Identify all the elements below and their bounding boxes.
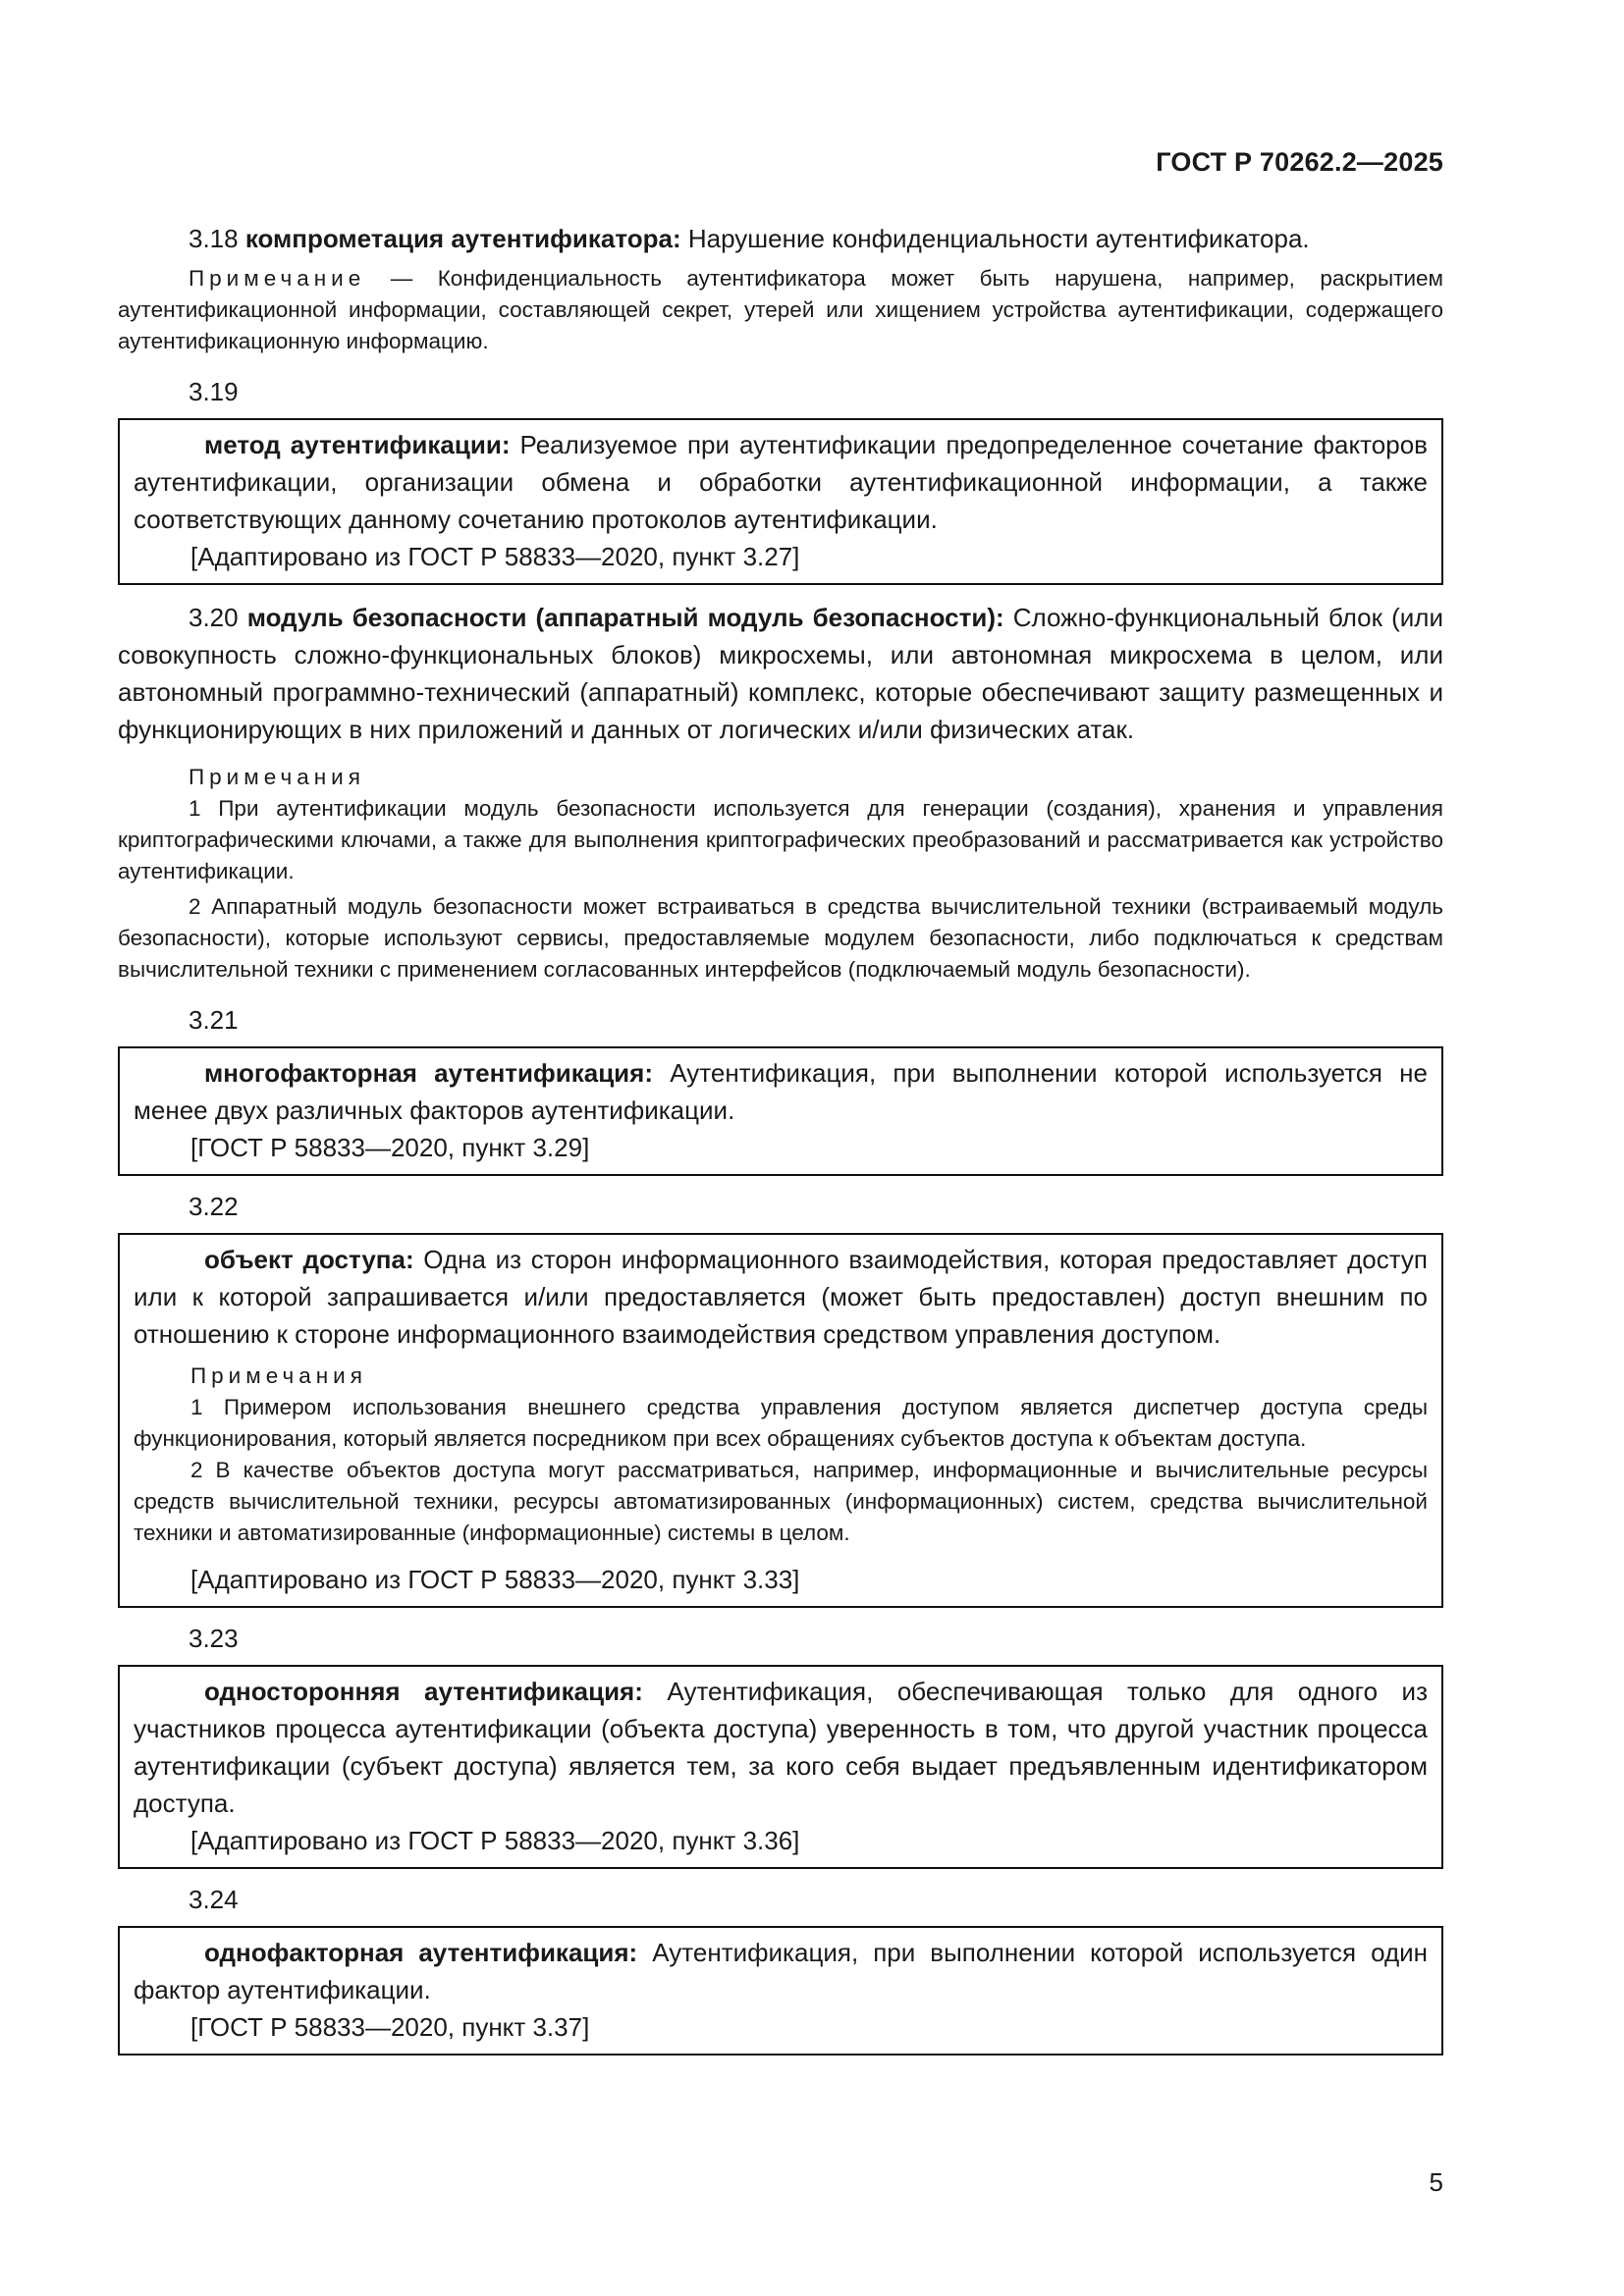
document-designation: ГОСТ Р 70262.2—2025 bbox=[1156, 147, 1443, 177]
term-definition: Нарушение конфиденциальности аутентификатора. bbox=[680, 224, 1310, 253]
term-source: [Адаптировано из ГОСТ Р 58833—2020, пункт 3.36] bbox=[190, 1826, 800, 1855]
term-source: [Адаптировано из ГОСТ Р 58833—2020, пункт 3.33] bbox=[190, 1565, 800, 1594]
page-content bbox=[118, 220, 1443, 2056]
term-definition: Аутентификация, при выполнении которой используется не менее двух различных факторов аутентификации. bbox=[134, 1058, 1429, 1125]
term-box-3-21 bbox=[118, 1046, 1443, 1176]
term-3-24 bbox=[134, 1934, 1428, 2008]
note-1-3-22: 1 Примером использования внешнего средства управления доступом является диспетчер доступа среды функционирования, который является посредником при всех обращениях субъектов доступа к объектам доступа. bbox=[134, 1395, 1428, 1451]
clause-number-3-22: 3.22 bbox=[189, 1192, 239, 1221]
clause-number-3-23: 3.23 bbox=[189, 1624, 239, 1653]
term-name: многофакторная аутентификация: bbox=[204, 1058, 653, 1088]
clause-number-3-24: 3.24 bbox=[189, 1885, 239, 1914]
term-name: односторонняя аутентификация: bbox=[204, 1677, 643, 1706]
note-text: — Конфиденциальность аутентификатора может быть нарушена, например, раскрытием аутентификационной информации, составляющей секрет, утерей или хищением устройства аутентификации, содержащего аутентификационную информацию. bbox=[118, 266, 1443, 353]
term-box-3-22 bbox=[118, 1233, 1443, 1608]
term-name: объект доступа: bbox=[204, 1245, 414, 1274]
term-box-3-19 bbox=[118, 418, 1443, 585]
clause-number: 3.18 bbox=[189, 224, 239, 253]
term-box-3-24 bbox=[118, 1926, 1443, 2056]
note-label: Примечание bbox=[189, 266, 366, 291]
term-3-21 bbox=[134, 1054, 1428, 1129]
term-name: модуль безопасности (аппаратный модуль безопасности): bbox=[246, 603, 1004, 632]
term-source: [ГОСТ Р 58833—2020, пункт 3.37] bbox=[190, 2012, 590, 2042]
notes-title-3-20: Примечания bbox=[189, 765, 365, 789]
term-definition: Одна из сторон информационного взаимодействия, которая предоставляет доступ или к которой запрашивается и/или предоставляется (может быть предоставлен) доступ внешним по отношению к стороне информационного взаимодействия средством управления доступом. bbox=[134, 1245, 1428, 1349]
term-name: компрометация аутентификатора: bbox=[244, 224, 681, 253]
clause-number-3-21: 3.21 bbox=[189, 1005, 239, 1035]
term-box-3-23 bbox=[118, 1665, 1443, 1869]
clause-number: 3.20 bbox=[189, 603, 239, 632]
notes-title-3-22: Примечания bbox=[190, 1363, 367, 1388]
clause-number-3-19: 3.19 bbox=[189, 377, 239, 406]
note-3-18 bbox=[118, 263, 1443, 357]
term-3-19 bbox=[134, 426, 1428, 538]
term-definition: Аутентификация, обеспечивающая только для одного из участников процесса аутентификации (объекта доступа) уверенность в том, что другой участник процесса аутентификации (субъект доступа) является тем, за кого себя выдает предъявленным идентификатором доступа. bbox=[134, 1677, 1429, 1818]
term-definition: Реализуемое при аутентификации предопределенное сочетание факторов аутентификации, организации обмена и обработки аутентификационной информации, а также соответствующих данному сочетанию протоколов аутентификации. bbox=[134, 430, 1428, 534]
note-2-3-22: 2 В качестве объектов доступа могут рассматриваться, например, информационные и вычислительные ресурсы средств вычислительной техники, ресурсы автоматизированных (информационных) систем, средства вычислительной техники и автоматизированные (информационные) системы в целом. bbox=[134, 1458, 1428, 1545]
term-3-23 bbox=[134, 1673, 1428, 1822]
term-source: [ГОСТ Р 58833—2020, пункт 3.29] bbox=[190, 1133, 590, 1162]
term-3-20 bbox=[118, 599, 1443, 748]
term-name: однофакторная аутентификация: bbox=[204, 1938, 638, 1967]
term-3-18 bbox=[118, 220, 1443, 257]
term-definition: Аутентификация, при выполнении которой используется один фактор аутентификации. bbox=[134, 1938, 1429, 2004]
note-2-3-20: 2 Аппаратный модуль безопасности может встраиваться в средства вычислительной техники (встраиваемый модуль безопасности), которые используют сервисы, предоставляемые модулем безопасности, либо подключаться к средствам вычислительной техники с применением согласованных интерфейсов (подключаемый модуль безопасности). bbox=[118, 894, 1443, 982]
term-definition: Сложно-функциональный блок (или совокупность сложно-функциональных блоков) микросхемы, или автономная микросхема в целом, или автономный программно-технический (аппаратный) комплекс, которые обеспечивают защиту размещенных и функционирующих в них приложений и данных от логических и/или физических атак. bbox=[118, 603, 1443, 744]
term-3-22 bbox=[134, 1241, 1428, 1353]
term-name: метод аутентификации: bbox=[204, 430, 511, 459]
term-source: [Адаптировано из ГОСТ Р 58833—2020, пункт 3.27] bbox=[190, 542, 800, 571]
note-1-3-20: 1 При аутентификации модуль безопасности используется для генерации (создания), хранения и управления криптографическими ключами, а также для выполнения криптографических преобразований и рассматривается как устройство аутентификации. bbox=[118, 796, 1443, 883]
page-number: 5 bbox=[1429, 2167, 1443, 2197]
